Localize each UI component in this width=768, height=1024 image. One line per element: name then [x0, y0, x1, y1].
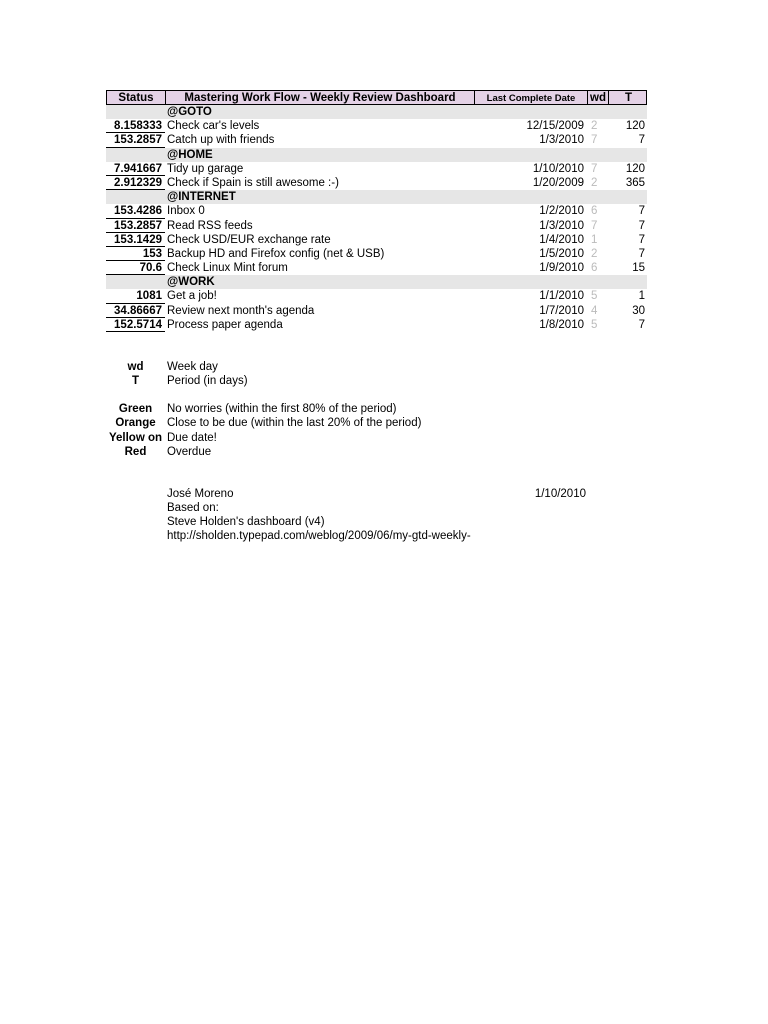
dashboard-table [106, 90, 647, 332]
legend-key-orange: Orange [115, 417, 156, 429]
last-complete-date: 1/10/2010 [532, 162, 584, 175]
task-name: Tidy up garage [167, 162, 244, 175]
group-row-work [106, 275, 647, 289]
status-value: 8.158333 [106, 119, 165, 133]
last-complete-date: 1/8/2010 [539, 318, 584, 331]
weekday-value: 5 [591, 290, 598, 303]
legend-key-red: Red [124, 446, 147, 458]
based-on-label: Based on: [167, 502, 219, 514]
table-row[interactable] [106, 233, 647, 247]
weekday-value: 7 [591, 219, 598, 232]
weekday-value: 2 [591, 247, 598, 260]
weekday-value: 2 [591, 176, 598, 189]
weekday-value: 2 [591, 120, 598, 133]
status-value: 153 [106, 247, 165, 261]
header-t: T [624, 92, 633, 104]
last-complete-date: 1/4/2010 [539, 233, 584, 246]
period-value: 120 [625, 162, 645, 175]
header-last-complete-date: Last Complete Date [475, 91, 588, 104]
weekday-value: 7 [591, 162, 598, 175]
period-value: 7 [638, 219, 645, 232]
task-name: Check Linux Mint forum [167, 262, 288, 275]
table-row[interactable] [106, 289, 647, 303]
period-value: 7 [638, 134, 645, 147]
task-name: Inbox 0 [167, 205, 205, 218]
table-row[interactable] [106, 162, 647, 176]
task-name: Get a job! [167, 290, 217, 303]
status-value: 1081 [106, 289, 165, 303]
legend-key-green: Green [118, 403, 153, 415]
task-name: Process paper agenda [167, 318, 283, 331]
group-label: @HOME [167, 148, 213, 161]
header-status: Status [107, 91, 166, 104]
period-value: 7 [638, 247, 645, 260]
last-complete-date: 1/9/2010 [539, 262, 584, 275]
source-url-link[interactable]: http://sholden.typepad.com/weblog/2009/06/my-gtd-weekly- [167, 530, 471, 542]
legend-value-green: No worries (within the first 80% of the period) [167, 403, 397, 415]
header-title: Mastering Work Flow - Weekly Review Dashboard [166, 91, 475, 104]
author-name: José Moreno [167, 488, 234, 500]
status-value: 2.912329 [106, 176, 165, 190]
legend-value-t: Period (in days) [167, 375, 248, 387]
period-value: 120 [625, 120, 645, 133]
weekday-value: 6 [591, 205, 598, 218]
period-value: 7 [638, 233, 645, 246]
table-row[interactable] [106, 219, 647, 233]
period-value: 1 [638, 290, 645, 303]
weekday-value: 4 [591, 304, 598, 317]
status-value: 152.5714 [106, 318, 165, 332]
status-value: 34.86667 [106, 304, 165, 318]
last-complete-date: 1/2/2010 [539, 205, 584, 218]
legend-key-t: T [131, 375, 140, 387]
last-complete-date: 1/3/2010 [539, 219, 584, 232]
legend-value-orange: Close to be due (within the last 20% of the period) [167, 417, 422, 429]
table-row[interactable] [106, 176, 647, 190]
group-row-goto [106, 105, 647, 119]
table-row[interactable] [106, 318, 647, 332]
table-header [106, 90, 647, 105]
footer-date: 1/10/2010 [534, 488, 586, 500]
status-value: 70.6 [106, 261, 165, 275]
group-label: @GOTO [167, 106, 212, 118]
legend-key-yellow: Yellow on [108, 432, 163, 444]
period-value: 7 [638, 318, 645, 331]
weekday-value: 7 [591, 134, 598, 147]
status-value: 153.4286 [106, 204, 165, 218]
status-value: 7.941667 [106, 162, 165, 176]
last-complete-date: 12/15/2009 [526, 120, 584, 133]
task-name: Check USD/EUR exchange rate [167, 233, 331, 246]
table-row[interactable] [106, 247, 647, 261]
table-row[interactable] [106, 119, 647, 133]
legend-key-wd: wd [127, 361, 144, 373]
task-name: Read RSS feeds [167, 219, 253, 232]
group-label: @WORK [167, 276, 215, 289]
table-row[interactable] [106, 304, 647, 318]
status-value: 153.1429 [106, 233, 165, 247]
group-row-home [106, 148, 647, 162]
last-complete-date: 1/3/2010 [539, 134, 584, 147]
last-complete-date: 1/1/2010 [539, 290, 584, 303]
legend-value-yellow: Due date! [167, 432, 217, 444]
table-row[interactable] [106, 261, 647, 275]
last-complete-date: 1/5/2010 [539, 247, 584, 260]
status-value: 153.2857 [106, 219, 165, 233]
header-wd: wd [588, 91, 609, 104]
period-value: 30 [632, 304, 645, 317]
period-value: 15 [632, 262, 645, 275]
group-label: @INTERNET [167, 191, 236, 204]
task-name: Catch up with friends [167, 134, 275, 147]
group-row-internet [106, 190, 647, 204]
weekday-value: 1 [591, 233, 598, 246]
table-row[interactable] [106, 204, 647, 218]
status-value: 153.2857 [106, 133, 165, 147]
task-name: Check car's levels [167, 120, 260, 133]
task-name: Check if Spain is still awesome :-) [167, 176, 339, 189]
task-name: Backup HD and Firefox config (net & USB) [167, 247, 385, 260]
weekday-value: 6 [591, 262, 598, 275]
legend-value-wd: Week day [167, 361, 218, 373]
legend-value-red: Overdue [167, 446, 212, 458]
last-complete-date: 1/20/2009 [532, 176, 584, 189]
period-value: 365 [625, 176, 645, 189]
period-value: 7 [638, 205, 645, 218]
weekday-value: 5 [591, 318, 598, 331]
last-complete-date: 1/7/2010 [539, 304, 584, 317]
source-title: Steve Holden's dashboard (v4) [167, 516, 325, 528]
task-name: Review next month's agenda [167, 304, 315, 317]
table-row[interactable] [106, 133, 647, 147]
